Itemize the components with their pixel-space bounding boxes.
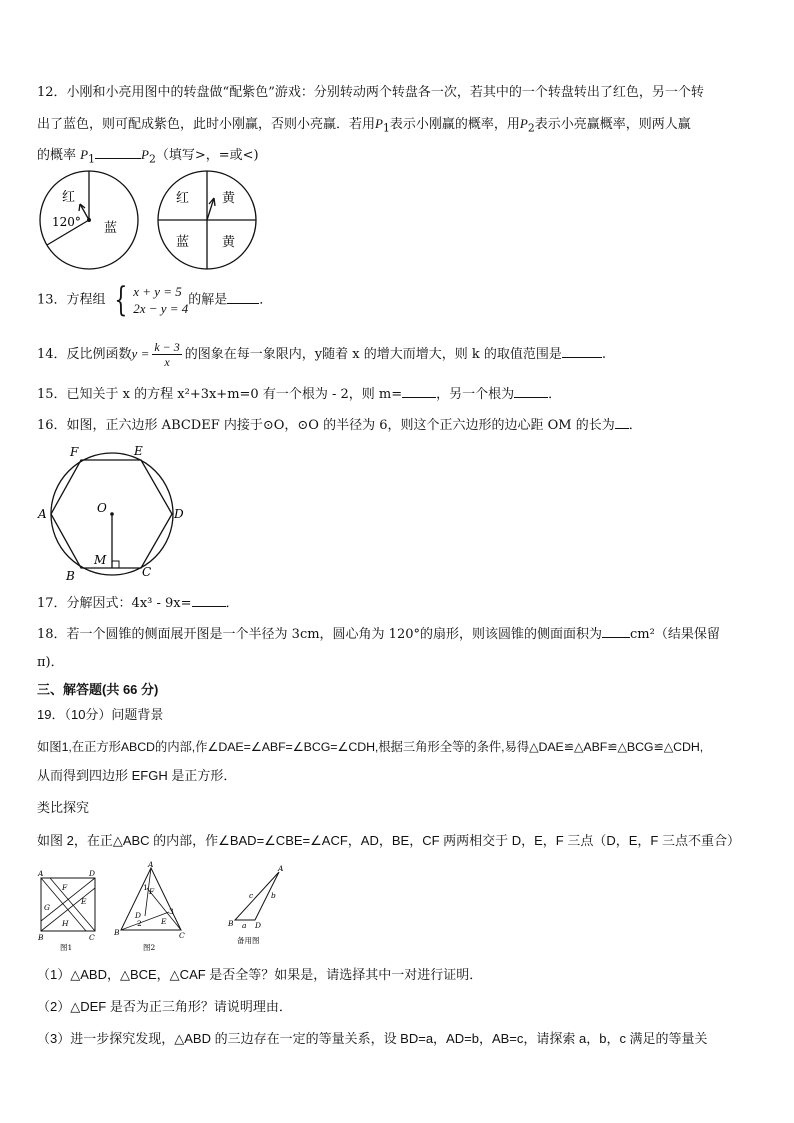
p1-symbol: P	[80, 147, 89, 162]
spinner-figure-2	[156, 168, 258, 272]
q18-line2: π)．	[37, 655, 64, 670]
answer-blank[interactable]	[192, 593, 226, 607]
spinner-2-blue-label: 蓝	[176, 235, 190, 250]
spinner-2-yellow-label: 黄	[222, 191, 236, 206]
right-angle-mark	[112, 561, 119, 568]
q19-paragraph-2: 从而得到四边形 EFGH 是正方形．	[37, 768, 237, 783]
figure-1-caption: 图1	[60, 943, 73, 952]
fraction	[152, 340, 181, 369]
answer-blank[interactable]	[562, 344, 602, 358]
vertex-label-b: B	[66, 569, 75, 583]
q12-line3	[37, 145, 259, 169]
q12-line1: 12．小刚和小亮用图中的转盘做“配紫色”游戏：分别转动两个转盘各一次，若其中的一个转盘转出了红色，另一个转	[37, 85, 704, 100]
q18-part1: 18．若一个圆锥的侧面展开图是一个半径为 3cm，圆心角为 120°的扇形，则该圆锥的侧面面积为	[37, 627, 602, 642]
vertex-label-a: A	[38, 507, 47, 521]
figure-3-caption: 备用图	[237, 936, 260, 945]
q19-paragraph-3: 如图 2，在正△ABC 的内部，作∠BAD=∠CBE=∠ACF，AD，BE，CF 两两相交于 D，E，F 三点（D，E，F 三点不重合）	[37, 833, 740, 848]
q15-part1: 15．已知关于 x 的方程 x²+3x+m=0 有一个根为 - 2，则 m=	[37, 387, 403, 402]
q15	[37, 384, 561, 404]
fig3-label-b: B	[228, 919, 234, 928]
q17-text: 17．分解因式：4x³ - 9x=	[37, 596, 192, 611]
fig3-side-b: b	[271, 891, 276, 900]
answer-blank[interactable]	[514, 384, 548, 398]
q14-prefix: 14．反比例函数	[37, 347, 132, 362]
q19-subquestion-2: （2）△DEF 是否为正三角形？请说明理由．	[37, 999, 292, 1014]
q19-subquestion-1: （1）△ABD，△BCE，△CAF 是否全等？如果是，请选择其中一对进行证明．	[37, 967, 483, 982]
fig1-label-d: D	[89, 869, 96, 878]
center-label-o: O	[97, 501, 107, 515]
spinner-2-yellow-label: 黄	[222, 235, 236, 250]
q13-suffix: 的解是	[188, 292, 228, 308]
fig1-label-a: A	[38, 869, 44, 878]
section-heading: 三、解答题(共 66 分)	[37, 682, 159, 697]
fig2-label-a: A	[148, 860, 154, 869]
equation-system	[110, 280, 189, 320]
fig2-label-e: E	[161, 917, 167, 926]
q12-line2-part2: 表示小刚赢的概率，用	[389, 117, 520, 132]
spinner-1-pointer	[80, 204, 89, 220]
q13	[37, 280, 273, 320]
q16-end: ．	[628, 418, 642, 433]
q15-part3: ．	[548, 387, 562, 402]
q17	[37, 593, 239, 613]
figure-2-triangle	[113, 860, 193, 954]
q13-end: ．	[259, 292, 273, 308]
vertex-label-f: F	[70, 445, 79, 459]
spinner-1-center	[87, 218, 91, 222]
q14-suffix: 的图象在每一象限内，y随着 x 的增大而增大，则 k 的取值范围是	[184, 347, 562, 362]
q19-paragraph-1: 如图1,在正方形ABCD的内部,作∠DAE=∠ABF=∠BCG=∠CDH,根据三角形全等的条件,易得△DAE≌△ABF≌△BCG≌△CDH,	[37, 740, 704, 754]
fig2-label-f: F	[149, 887, 155, 896]
fig3-label-a: A	[278, 864, 284, 873]
spinner-1-angle-label: 120°	[52, 215, 81, 229]
answer-blank[interactable]	[602, 624, 630, 638]
q19-header: 19．（10分）问题背景	[37, 707, 164, 722]
q15-part2: ，另一个根为	[436, 387, 515, 402]
p2-subscript: 2	[148, 152, 156, 166]
q16	[37, 415, 642, 435]
center-point	[110, 512, 114, 516]
q19-subheading: 类比探究	[37, 800, 90, 815]
fig1-label-b: B	[38, 933, 44, 942]
spinner-1-red-label: 红	[62, 190, 76, 205]
fig3-label-d: D	[255, 921, 262, 930]
q19-subquestion-3: （3）进一步探究发现，△ABD 的三边存在一定的等量关系，设 BD=a，AD=b，AB=c，请探索 a，b，c 满足的等量关	[37, 1031, 708, 1046]
vertex-label-c: C	[142, 565, 152, 579]
answer-blank[interactable]	[615, 415, 629, 429]
q14	[37, 340, 606, 369]
p2-symbol: P	[141, 147, 149, 162]
q12-line3-part2: （填写>，=或<)	[155, 148, 259, 163]
p2-symbol: P	[519, 116, 528, 131]
spinner-figure-1	[38, 168, 140, 272]
answer-blank[interactable]	[227, 290, 259, 304]
fig2-label-d: D	[135, 911, 142, 920]
figure-1-line	[50, 878, 95, 931]
q13-prefix: 13．方程组	[37, 292, 106, 308]
fig3-side-c: c	[249, 891, 254, 900]
spinner-2-red-label: 红	[176, 191, 190, 206]
fig2-label-c: C	[179, 931, 185, 940]
figure-2-caption: 图2	[143, 943, 156, 952]
q12-line3-part1: 的概率	[37, 148, 77, 163]
equation-2: 2x − y = 4	[133, 301, 189, 316]
equation-1: x + y = 5	[133, 284, 182, 299]
fig1-label-h: H	[62, 919, 69, 928]
figure-3-triangle	[227, 862, 291, 952]
fig2-angle-2: 2	[137, 919, 142, 928]
q18-line1	[37, 624, 720, 644]
triangle-abc	[121, 868, 181, 930]
vertex-label-d: D	[174, 507, 184, 521]
vertex-label-e: E	[134, 444, 143, 458]
brace-symbol: {	[113, 280, 127, 320]
fraction-denominator: x	[164, 355, 170, 369]
fig1-label-e: E	[81, 897, 87, 906]
fig2-label-b: B	[114, 928, 120, 937]
p1-subscript: 1	[88, 152, 95, 166]
q12-line2-part1: 出了蓝色，则可配成紫色，此时小刚赢，否则小亮赢．若用	[37, 117, 376, 132]
hexagon-figure	[36, 440, 196, 585]
function-y: y =	[131, 346, 150, 361]
q12-line2-part3: 表示小亮赢概率，则两人赢	[534, 117, 691, 132]
fraction-numerator: k − 3	[154, 340, 180, 354]
p1-subscript: 1	[382, 121, 390, 135]
p1-symbol: P	[375, 116, 383, 131]
fig2-angle-1: 1	[143, 883, 148, 892]
answer-blank[interactable]	[402, 384, 436, 398]
q16-text: 16．如图，正六边形 ABCDEF 内接于⊙O，⊙O 的半径为 6，则这个正六边形的边心距 OM 的长为	[37, 418, 615, 433]
fig1-label-f: F	[62, 883, 68, 892]
q17-end: ．	[225, 596, 239, 611]
fig1-label-c: C	[89, 933, 95, 942]
answer-blank[interactable]	[95, 145, 141, 159]
fig3-side-a: a	[242, 921, 247, 930]
p2-subscript: 2	[527, 121, 535, 135]
q18-part2: cm²（结果保留	[630, 627, 720, 642]
fig1-label-g: G	[44, 903, 50, 912]
fig2-angle-3: 3	[169, 907, 174, 916]
q14-end: .	[601, 347, 607, 362]
spinner-1-blue-label: 蓝	[104, 221, 118, 236]
q12-line2	[37, 115, 691, 138]
figure-1-square	[36, 866, 102, 954]
point-label-m: M	[94, 553, 107, 567]
